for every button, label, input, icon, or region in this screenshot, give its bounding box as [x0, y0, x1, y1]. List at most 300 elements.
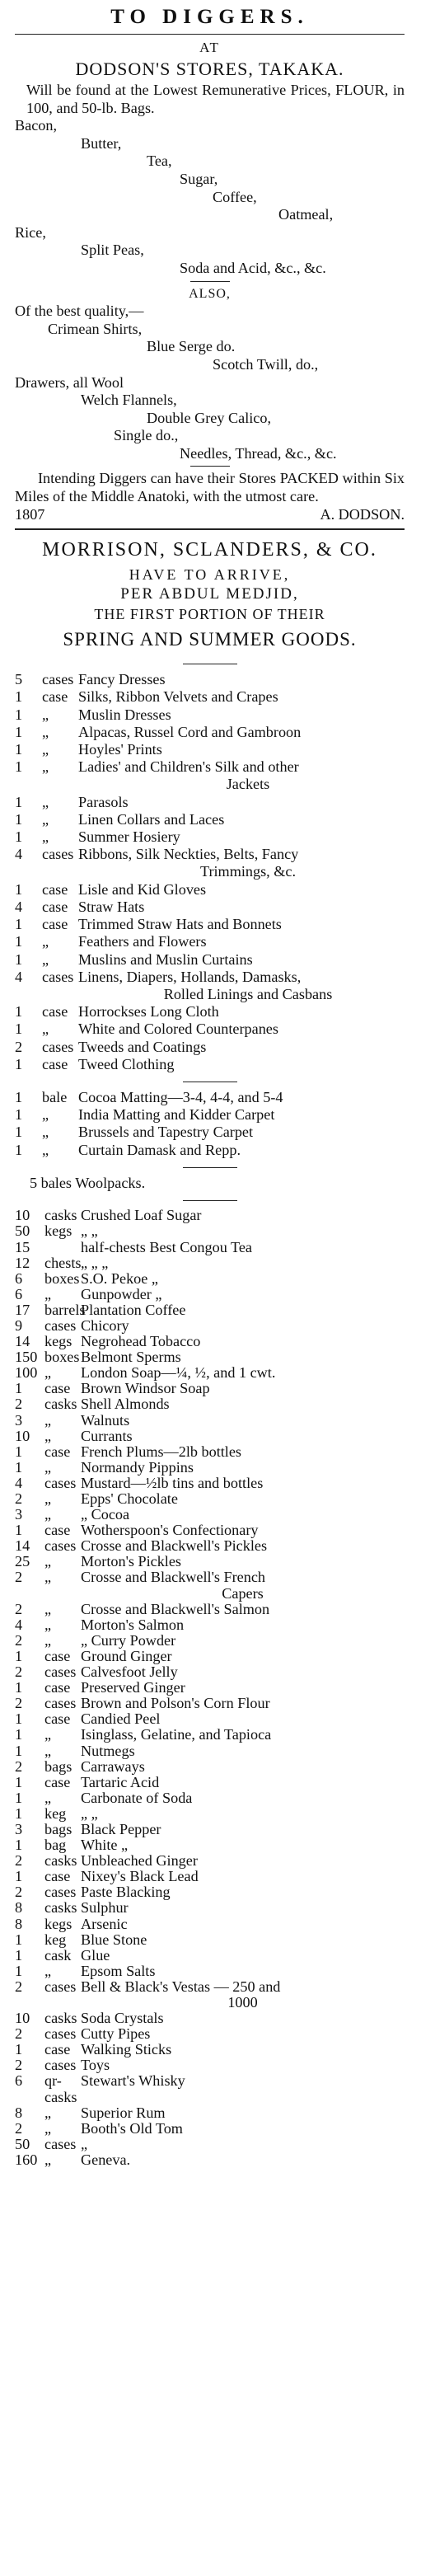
item-unit: casks	[44, 1207, 77, 1224]
item-description-text: Nutmegs	[81, 1742, 135, 1759]
item-description	[78, 671, 405, 688]
item-description	[81, 1554, 405, 1570]
advert-intro: Will be found at the Lowest Remunerative Prices, FLOUR, in 100, and 50-lb. Bags.	[26, 82, 405, 116]
item-quantity: 2	[15, 2057, 23, 2074]
list-item	[15, 1633, 405, 1649]
item-quantity: 2	[15, 1978, 23, 1995]
item-unit: „	[42, 1106, 49, 1124]
item-description-text: Fancy Dresses	[78, 671, 166, 688]
item-description-text: Booth's Old Tom	[81, 2119, 183, 2137]
item-unit: case	[44, 1380, 71, 1397]
item-unit: case	[42, 898, 68, 915]
item-description-text: Cocoa Matting—3-4, 4-4, and 5-4	[78, 1088, 283, 1105]
item-unit: keg	[44, 1931, 67, 1948]
list-item	[15, 1491, 405, 1507]
item-description-text: Blue Stone	[81, 1931, 147, 1948]
advert-closing: Intending Diggers can have their Stores PACKED within Six Miles of the Middle Anatoki, with the utmost care.	[15, 470, 405, 505]
item-description-text: Alpacas, Russel Cord and Gambroon	[78, 723, 302, 740]
first-portion: THE FIRST PORTION OF THEIR	[94, 606, 325, 623]
item-unit: „	[42, 1124, 49, 1141]
item-unit: „	[44, 1364, 52, 1382]
item-description	[78, 1142, 405, 1159]
item-description-text: „ „	[81, 1804, 98, 1822]
item-description-text: Shell Almonds	[81, 1396, 170, 1413]
item-quantity: 10	[15, 1207, 30, 1224]
item-description-text: Crushed Loaf Sugar	[81, 1207, 202, 1224]
item-description	[81, 1318, 405, 1334]
item-unit: casks	[44, 1852, 77, 1870]
item-unit: case	[42, 880, 68, 898]
of-best-label: Of the best quality,—	[15, 303, 144, 320]
item-unit: cask	[44, 1946, 72, 1964]
item-unit: „	[44, 2104, 52, 2121]
item-unit: cases	[44, 2057, 77, 2074]
list-item	[15, 2042, 405, 2058]
item-description-text: „ „	[81, 1222, 98, 1240]
item-description	[81, 1696, 405, 1711]
item-quantity: 1	[15, 1055, 23, 1072]
item-quantity: 2	[15, 1490, 23, 1508]
item-quantity: 1	[15, 1003, 23, 1021]
item-quantity: 4	[15, 846, 23, 863]
item-quantity: 4	[15, 1474, 23, 1491]
list-item	[15, 1476, 405, 1491]
list-item	[15, 1349, 405, 1365]
advert-ref: 1807	[15, 505, 45, 523]
item-quantity: 1	[15, 688, 23, 706]
item-quantity: 1	[15, 1088, 23, 1105]
item-quantity: 6	[15, 1269, 23, 1287]
item-quantity: 3	[15, 1411, 23, 1429]
list-item	[15, 1255, 405, 1271]
item-description-text: Morton's Pickles	[81, 1553, 182, 1570]
item-unit: cases	[44, 1884, 77, 1901]
item-unit: „	[42, 758, 49, 776]
item-description-text: Epsom Salts	[81, 1962, 156, 1979]
item-description	[81, 1979, 405, 2011]
item-unit: „	[44, 2119, 52, 2137]
list-item: Bacon,	[15, 117, 58, 134]
item-description-continued: Capers	[222, 1584, 264, 1602]
list-item	[15, 1223, 405, 1239]
clothing-list	[15, 321, 405, 463]
item-unit: „	[44, 1285, 52, 1302]
item-description	[81, 1727, 405, 1743]
item-quantity: 160	[15, 2151, 38, 2168]
item-description-text: Cutty Pipes	[81, 2025, 151, 2043]
item-description	[78, 846, 405, 880]
list-item	[15, 1775, 405, 1790]
item-unit: „	[42, 723, 49, 740]
item-description-text: „ Curry Powder	[81, 1631, 176, 1649]
signature: A. DODSON.	[320, 505, 405, 523]
item-unit: boxes	[44, 1349, 80, 1366]
item-description	[81, 1602, 405, 1617]
item-description-text: Crosse and Blackwell's French	[81, 1569, 266, 1586]
item-description	[81, 2042, 405, 2058]
also-label: ALSO,	[189, 286, 231, 301]
list-item	[15, 1554, 405, 1570]
list-item: Single do.,	[114, 427, 179, 444]
item-description	[78, 1124, 405, 1141]
list-item: Double Grey Calico,	[147, 409, 272, 426]
item-quantity: 1	[15, 1868, 23, 1885]
item-description	[81, 1948, 405, 1964]
item-description-text: Lisle and Kid Gloves	[78, 880, 207, 898]
item-description	[81, 2152, 405, 2168]
item-unit: casks	[44, 1396, 77, 1413]
item-unit: „	[44, 1631, 52, 1649]
item-description	[81, 1822, 405, 1837]
item-quantity: 1	[15, 810, 23, 828]
list-item: Sugar,	[180, 170, 218, 187]
item-unit: cases	[42, 671, 74, 688]
item-description	[81, 1617, 405, 1633]
item-unit: case	[44, 1443, 71, 1460]
item-description-text: Ribbons, Silk Neckties, Belts, Fancy	[78, 846, 299, 863]
item-description-text: Carraways	[81, 1757, 145, 1775]
item-unit: „	[42, 1021, 49, 1038]
item-description-text: Morton's Salmon	[81, 1616, 185, 1633]
item-quantity: 4	[15, 1616, 23, 1633]
item-description-text: Muslins and Muslin Curtains	[78, 950, 253, 968]
item-description	[81, 1334, 405, 1349]
item-description-text: Straw Hats	[78, 898, 145, 915]
item-description	[81, 1538, 405, 1554]
item-quantity: 1	[15, 1837, 23, 1854]
item-unit: cases	[42, 1038, 74, 1055]
item-unit: chests	[44, 1254, 82, 1271]
item-unit: cases	[44, 1474, 77, 1491]
list-item	[15, 1649, 405, 1664]
item-description	[78, 706, 405, 724]
item-quantity: 1	[15, 793, 23, 810]
item-quantity: 2	[15, 1695, 23, 1712]
item-description	[78, 1056, 405, 1073]
grocery-list	[15, 117, 405, 277]
item-description	[81, 1413, 405, 1429]
item-description	[81, 2137, 405, 2152]
list-item	[15, 846, 405, 880]
item-description-text: Superior Rum	[81, 2104, 166, 2121]
item-unit: cases	[42, 968, 74, 985]
item-unit: „	[44, 1553, 52, 1570]
item-unit: boxes	[44, 1269, 80, 1287]
item-description-text: Feathers and Flowers	[78, 933, 207, 950]
item-unit: cases	[42, 846, 74, 863]
advert-dodson	[15, 5, 405, 523]
list-item: Coffee,	[213, 188, 257, 205]
item-quantity: 50	[15, 2135, 30, 2152]
item-unit: bags	[44, 1820, 73, 1837]
item-description	[81, 2058, 405, 2073]
list-item	[15, 1365, 405, 1381]
item-quantity: 3	[15, 1820, 23, 1837]
list-item: Oatmeal,	[278, 206, 334, 223]
item-description-text: Isinglass, Gelatine, and Tapioca	[81, 1726, 272, 1743]
list-item: Drawers, all Wool	[15, 373, 124, 391]
list-item	[15, 1396, 405, 1412]
item-quantity: 1	[15, 741, 23, 758]
item-quantity: 1	[15, 1946, 23, 1964]
item-description-continued: Jackets	[226, 776, 270, 793]
item-description-text: Carbonate of Soda	[81, 1789, 193, 1806]
item-description	[78, 1089, 405, 1106]
item-description	[81, 1917, 405, 1932]
item-description-text: Preserved Ginger	[81, 1679, 185, 1696]
item-description	[78, 724, 405, 741]
item-description-text: Parasols	[78, 793, 129, 810]
list-item	[15, 1680, 405, 1696]
item-quantity: 1	[15, 1380, 23, 1397]
item-description	[81, 1649, 405, 1664]
item-quantity: 1	[15, 1522, 23, 1539]
list-item	[15, 2152, 405, 2168]
item-quantity: 25	[15, 1553, 30, 1570]
list-item: Scotch Twill, do.,	[213, 355, 319, 373]
list-item	[15, 2137, 405, 2152]
item-quantity: 1	[15, 1679, 23, 1696]
item-quantity: 150	[15, 1349, 38, 1366]
item-description-text: Summer Hosiery	[78, 828, 180, 846]
item-description-text: Calvesfoot Jelly	[81, 1663, 178, 1681]
list-item	[15, 828, 405, 846]
item-quantity: 12	[15, 1254, 30, 1271]
list-item: Tea,	[147, 152, 172, 170]
item-quantity: 6	[15, 1285, 23, 1302]
item-description-text: Brown and Polson's Corn Flour	[81, 1695, 270, 1712]
list-item	[15, 1979, 405, 2011]
list-item: Blue Serge do.	[147, 338, 236, 355]
item-description-text: Negrohead Tobacco	[81, 1333, 201, 1350]
item-description	[78, 758, 405, 793]
item-description	[78, 899, 405, 916]
item-quantity: 1	[15, 916, 23, 933]
item-unit: cases	[44, 2025, 77, 2043]
item-quantity: 8	[15, 1899, 23, 1917]
item-description-text: Hoyles' Prints	[78, 741, 162, 758]
item-unit: „	[44, 1600, 52, 1617]
list-item	[15, 1806, 405, 1822]
divider	[190, 466, 230, 467]
item-description	[81, 1664, 405, 1680]
item-description	[81, 1790, 405, 1806]
item-description-text: half-chests Best Congou Tea	[81, 1238, 253, 1255]
item-unit: case	[44, 1522, 71, 1539]
item-quantity: 1	[15, 723, 23, 740]
list-item	[15, 1790, 405, 1806]
advert-morrison	[15, 535, 405, 2168]
spring-goods: SPRING AND SUMMER GOODS.	[63, 629, 357, 650]
list-item	[15, 1853, 405, 1869]
list-item	[15, 1444, 405, 1460]
list-item	[15, 1413, 405, 1429]
item-unit: „	[44, 1490, 52, 1508]
list-item	[15, 1711, 405, 1727]
item-unit: bags	[44, 1757, 73, 1775]
item-description-text: Tweed Clothing	[78, 1055, 175, 1072]
item-quantity: 6	[15, 2072, 23, 2090]
item-description	[78, 741, 405, 758]
list-item	[15, 1617, 405, 1633]
item-description-continued: Trimmings, &c.	[199, 863, 297, 880]
list-item	[15, 1302, 405, 1318]
list-item	[15, 1287, 405, 1302]
item-quantity: 2	[15, 1038, 23, 1055]
item-description	[78, 933, 405, 950]
list-item	[15, 1089, 405, 1106]
list-item	[15, 2073, 405, 2104]
item-description	[81, 1429, 405, 1444]
item-unit: „	[44, 1458, 52, 1476]
item-quantity: 2	[15, 1631, 23, 1649]
item-unit: kegs	[44, 1333, 73, 1350]
item-description	[81, 2026, 405, 2042]
item-quantity: 1	[15, 828, 23, 846]
item-description	[81, 1223, 405, 1239]
list-item: Crimean Shirts,	[48, 320, 143, 337]
list-item: Needles, Thread, &c., &c.	[180, 444, 337, 462]
item-unit: „	[42, 793, 49, 810]
item-quantity: 1	[15, 933, 23, 950]
item-unit: case	[44, 1647, 71, 1664]
item-quantity: 1	[15, 1931, 23, 1948]
item-unit: „	[44, 1789, 52, 1806]
item-description-text: Nixey's Black Lead	[81, 1868, 199, 1885]
item-unit: „	[44, 1962, 52, 1979]
list-item	[15, 1837, 405, 1853]
item-description	[81, 1271, 405, 1287]
list-item	[15, 1056, 405, 1073]
item-unit: „	[44, 1616, 52, 1633]
item-description-text: Mustard—½lb tins and bottles	[81, 1474, 264, 1491]
item-description	[81, 1444, 405, 1460]
item-description-text: Brussels and Tapestry Carpet	[78, 1124, 254, 1141]
item-quantity: 2	[15, 1396, 23, 1413]
item-description-text: Bell & Black's Vestas — 250 and	[81, 1978, 281, 1995]
item-description-text: White „	[81, 1837, 129, 1854]
item-quantity: 3	[15, 1506, 23, 1523]
item-description-text: Epps' Chocolate	[81, 1490, 178, 1508]
drapery-list	[15, 671, 405, 1073]
list-item	[15, 2121, 405, 2137]
item-description-text: Belmont Sperms	[81, 1349, 181, 1366]
item-unit: „	[42, 810, 49, 828]
list-item	[15, 1602, 405, 1617]
carpet-list	[15, 1089, 405, 1159]
per-ship: PER ABDUL MEDJID,	[120, 585, 299, 603]
item-quantity: 1	[15, 1124, 23, 1141]
item-description	[81, 1932, 405, 1948]
item-description-continued: 1000	[227, 1994, 258, 2011]
item-description	[81, 1775, 405, 1790]
item-description-text: Ladies' and Children's Silk and other	[78, 758, 299, 776]
list-item	[15, 1696, 405, 1711]
item-description	[81, 1365, 405, 1381]
item-description	[78, 916, 405, 933]
item-description-text: Crosse and Blackwell's Pickles	[81, 1537, 268, 1555]
advert-at: AT	[199, 40, 220, 55]
list-item	[15, 1884, 405, 1900]
list-item: Welch Flannels,	[81, 392, 177, 409]
item-description	[81, 2011, 405, 2026]
item-unit: case	[44, 1679, 71, 1696]
item-description	[81, 1349, 405, 1365]
list-item	[15, 933, 405, 950]
item-description-text: India Matting and Kidder Carpet	[78, 1106, 275, 1124]
item-description	[81, 1240, 405, 1255]
item-unit: case	[42, 688, 68, 706]
list-item	[15, 1727, 405, 1743]
item-quantity: 1	[15, 1789, 23, 1806]
item-quantity: 1	[15, 1773, 23, 1790]
item-description	[78, 811, 405, 828]
item-quantity: 2	[15, 2119, 23, 2137]
item-quantity: 5	[15, 671, 23, 688]
list-item	[15, 758, 405, 793]
item-quantity: 1	[15, 1021, 23, 1038]
list-item	[15, 1003, 405, 1021]
item-quantity: 2	[15, 1600, 23, 1617]
item-quantity: 2	[15, 1757, 23, 1775]
item-description	[81, 1476, 405, 1491]
item-quantity: 14	[15, 1537, 30, 1555]
item-quantity: 10	[15, 1427, 30, 1444]
item-description	[81, 1208, 405, 1223]
list-item	[15, 1021, 405, 1038]
item-description-text: Wotherspoon's Confectionary	[81, 1522, 259, 1539]
store-name: DODSON'S STORES, TAKAKA.	[75, 59, 344, 79]
list-item	[15, 1106, 405, 1124]
item-unit: „	[42, 706, 49, 723]
item-description-text: French Plums—2lb bottles	[81, 1443, 242, 1460]
divider	[15, 34, 405, 35]
item-description-text: Candied Peel	[81, 1710, 161, 1728]
list-item	[15, 1460, 405, 1476]
item-quantity: 1	[15, 1443, 23, 1460]
item-description-text: Arsenic	[81, 1915, 128, 1932]
item-description	[81, 1884, 405, 1900]
item-description	[81, 1302, 405, 1318]
item-unit: cases	[44, 2135, 77, 2152]
list-item	[15, 671, 405, 688]
item-description	[81, 1633, 405, 1649]
list-item	[15, 916, 405, 933]
item-quantity: 1	[15, 1710, 23, 1728]
item-unit: case	[44, 1773, 71, 1790]
item-description-text: Paste Blacking	[81, 1884, 171, 1901]
item-description-text: Muslin Dresses	[78, 706, 171, 723]
item-description-text: Currants	[81, 1427, 133, 1444]
item-quantity: 1	[15, 880, 23, 898]
item-unit: barrels	[44, 1301, 86, 1318]
item-unit: „	[44, 1411, 52, 1429]
item-unit: case	[42, 1003, 68, 1021]
signature-line	[15, 506, 405, 524]
item-quantity: 14	[15, 1333, 30, 1350]
item-description-text: Linens, Diapers, Hollands, Damasks,	[78, 968, 302, 985]
item-description	[78, 969, 405, 1003]
divider	[183, 1167, 237, 1168]
item-description-text: Tartaric Acid	[81, 1773, 160, 1790]
list-item	[15, 1759, 405, 1775]
item-unit: qr-casks	[44, 2072, 77, 2105]
item-quantity: 2	[15, 1852, 23, 1870]
item-description-text: Black Pepper	[81, 1820, 161, 1837]
item-unit: cases	[44, 1978, 77, 1995]
item-description	[81, 2121, 405, 2137]
have-to-arrive: HAVE TO ARRIVE,	[129, 566, 291, 584]
